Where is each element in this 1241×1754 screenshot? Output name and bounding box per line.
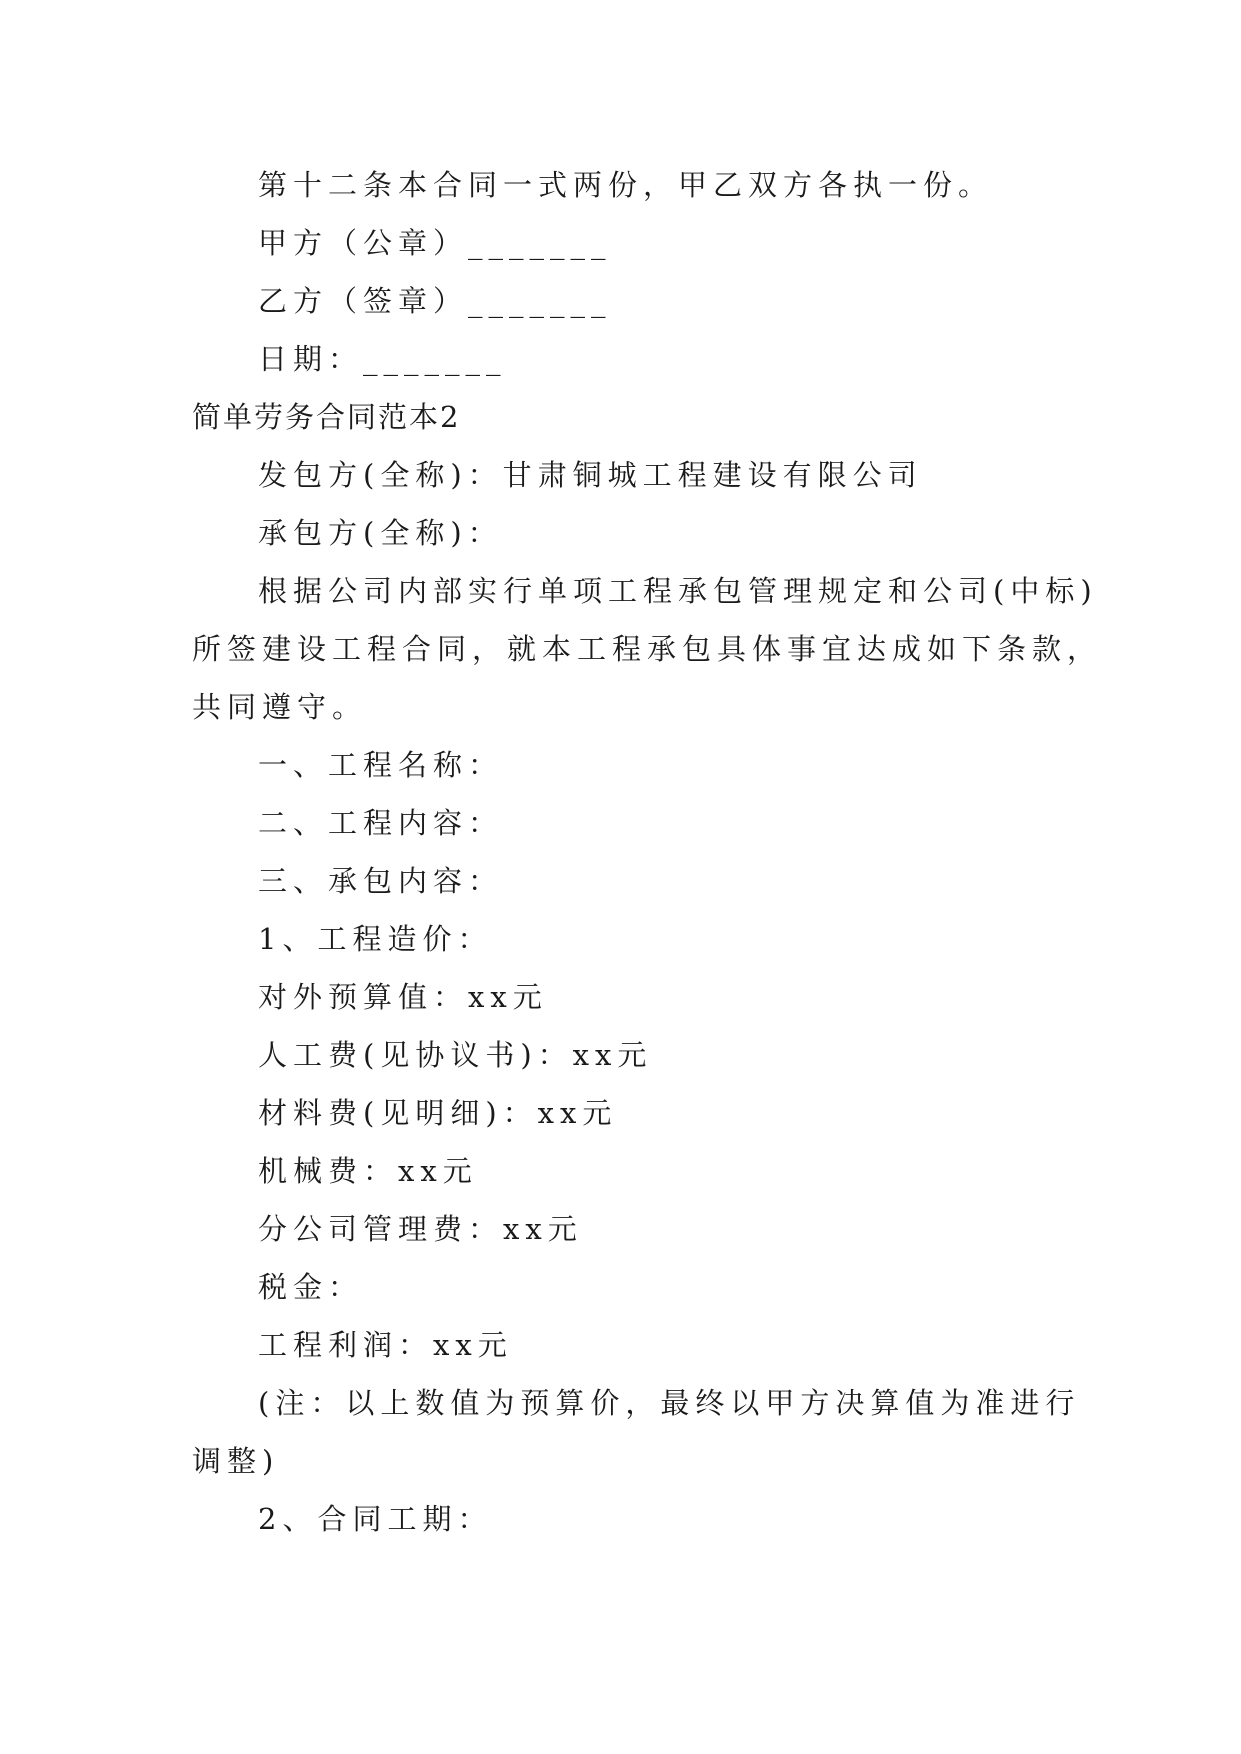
party-b-signature-line: 乙方（签章）_______ <box>258 284 612 318</box>
project-content-line: 二、工程内容： <box>258 806 504 840</box>
project-cost-line: 1、工程造价： <box>258 922 493 956</box>
contract-period-line: 2、合同工期： <box>258 1502 493 1536</box>
material-cost-line: 材料费(见明细)：xx元 <box>258 1096 618 1130</box>
note-line-1: (注：以上数值为预算价，最终以甲方决算值为准进行 <box>258 1386 1081 1420</box>
article-12-text: 第十二条本合同一式两份，甲乙双方各执一份。 <box>258 168 994 202</box>
section-title: 简单劳务合同范本2 <box>192 400 461 434</box>
contractor-receiver-line: 承包方(全称)： <box>258 516 503 550</box>
preamble-line-3: 共同遵守。 <box>192 690 368 724</box>
machinery-cost-line: 机械费：xx元 <box>258 1154 478 1188</box>
contract-scope-line: 三、承包内容： <box>258 864 504 898</box>
labor-cost-line: 人工费(见协议书)：xx元 <box>258 1038 653 1072</box>
tax-line: 税金： <box>258 1270 364 1304</box>
project-name-line: 一、工程名称： <box>258 748 504 782</box>
external-budget-line: 对外预算值：xx元 <box>258 980 548 1014</box>
party-a-seal-line: 甲方（公章）_______ <box>258 226 612 260</box>
note-line-2: 调整) <box>192 1444 280 1478</box>
branch-management-fee-line: 分公司管理费：xx元 <box>258 1212 583 1246</box>
preamble-line-1: 根据公司内部实行单项工程承包管理规定和公司(中标) <box>258 574 1098 608</box>
contractor-issuer-line: 发包方(全称)：甘肃铜城工程建设有限公司 <box>258 458 923 492</box>
preamble-line-2: 所签建设工程合同，就本工程承包具体事宜达成如下条款， <box>192 632 1103 666</box>
project-profit-line: 工程利润：xx元 <box>258 1328 513 1362</box>
date-line: 日期：_______ <box>258 342 507 376</box>
